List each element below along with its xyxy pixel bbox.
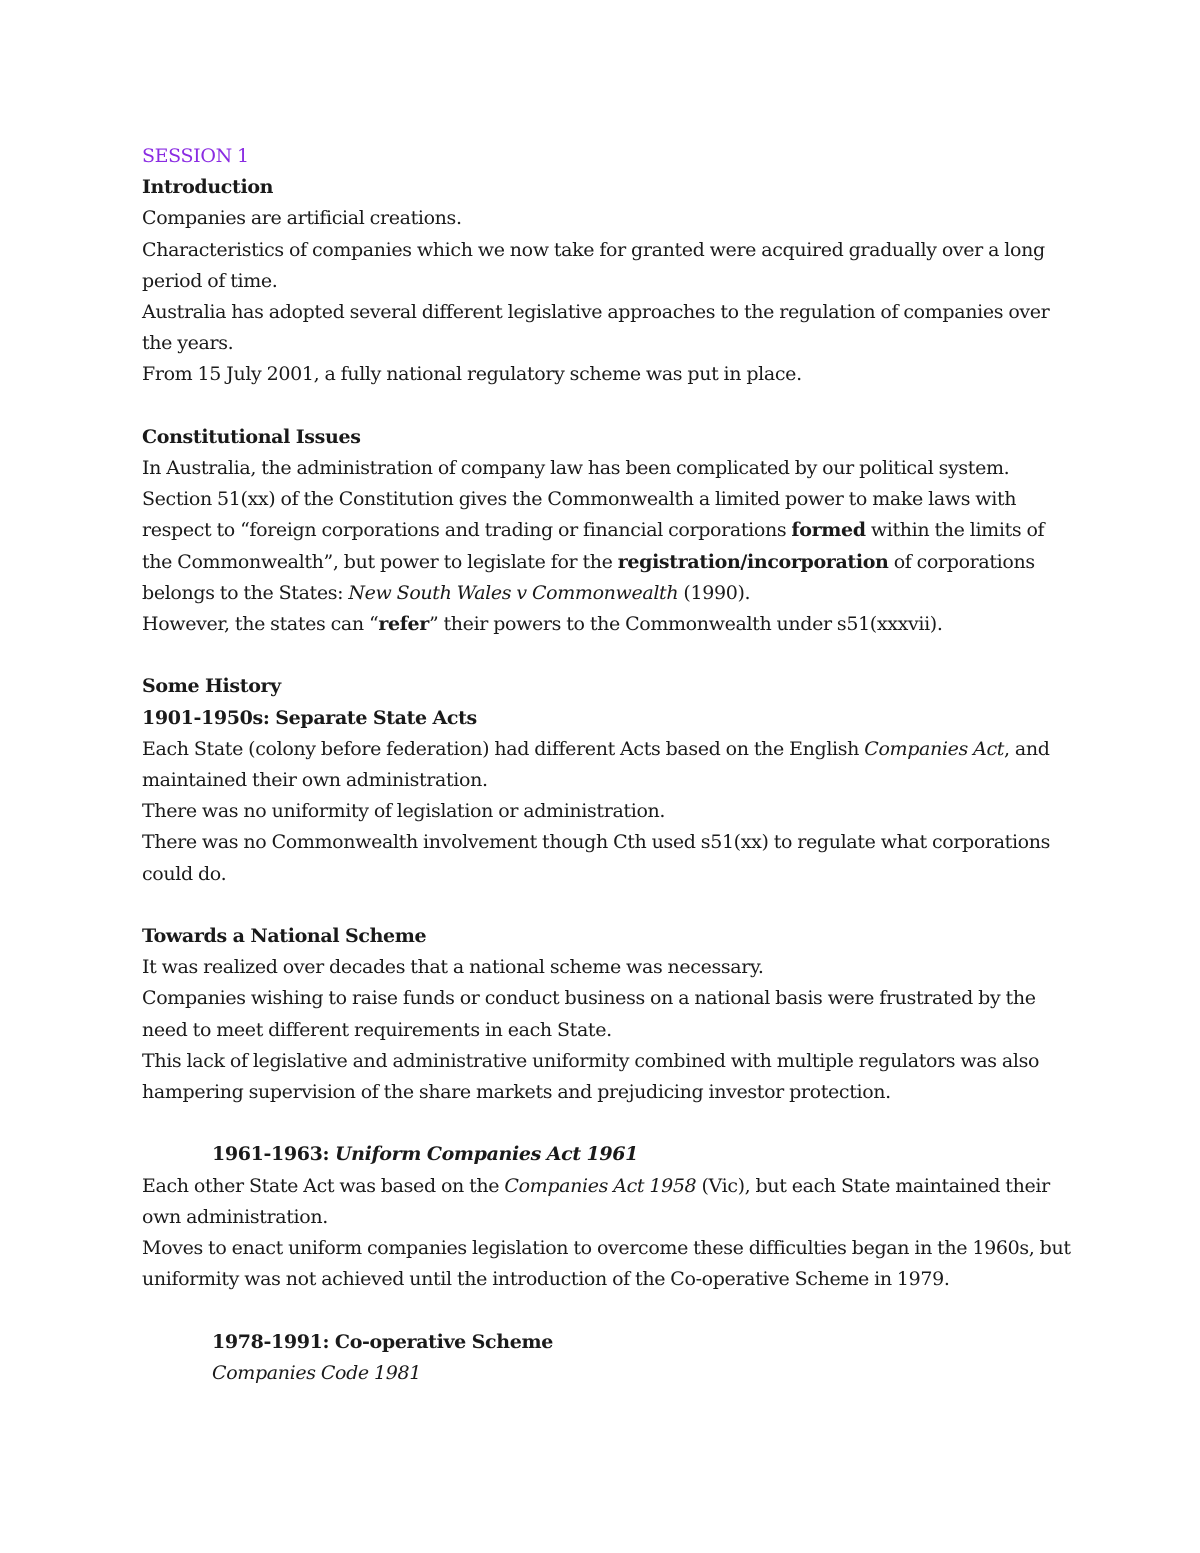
intro-paragraph-1: Companies are artificial creations. [142, 207, 462, 230]
text-segment: (1990). [678, 581, 751, 604]
document-page [142, 141, 1072, 1389]
spacer [142, 1108, 1072, 1139]
case-citation: New South Wales v Commonwealth [348, 581, 679, 604]
text-segment: , and maintained their own administration. [142, 737, 1050, 792]
intro-paragraph-3: Australia has adopted several different legislative approaches to the regulation of companies over the years. [142, 301, 1050, 355]
text-segment: Each State (colony before federation) had different Acts based on the English [142, 737, 865, 760]
history-subheading: 1901-1950s: Separate State Acts [142, 706, 477, 729]
history-heading: Some History [142, 675, 281, 698]
history-paragraph-1 [142, 734, 1072, 796]
cooperative-scheme-heading: 1978-1991: Co-operative Scheme [212, 1330, 553, 1353]
emphasis-registration: registration/incorporation [617, 550, 889, 573]
spacer [142, 890, 1072, 921]
act-title: Companies Act 1958 [504, 1174, 697, 1197]
spacer [142, 1295, 1072, 1326]
emphasis-refer: refer [378, 613, 429, 636]
constitutional-paragraph-1: In Australia, the administration of company law has been complicated by our political system. [142, 457, 1010, 480]
history-paragraph-3: There was no Commonwealth involvement though Cth used s51(xx) to regulate what corporations could do. [142, 831, 1051, 885]
history-paragraph-2: There was no uniformity of legislation or administration. [142, 800, 666, 823]
national-scheme-heading: Towards a National Scheme [142, 925, 427, 948]
national-paragraph-3: This lack of legislative and administrative uniformity combined with multiple regulators was also hampering supervision of the share markets and prejudicing investor protection. [142, 1049, 1040, 1104]
text-segment: (Vic), but each State maintained their own administration. [142, 1174, 1050, 1228]
text-segment: Each other State Act was based on the [142, 1174, 505, 1197]
text-segment: within the limits of the Commonwealth”, but power to legislate for the [142, 519, 1045, 573]
text-segment: Section 51(xx) of the Constitution gives the Commonwealth a limited power to make laws with respect to “foreign corporations and trading or financial corporations [142, 488, 1017, 542]
text-segment: of corporations belongs to the States: [142, 550, 1035, 604]
act-title: Companies Act [864, 737, 1005, 760]
constitutional-paragraph-3 [142, 609, 1072, 640]
spacer [142, 640, 1072, 671]
uniform-paragraph-2: Moves to enact uniform companies legislation to overcome these difficulties began in the 1960s, but uniformity was not achieved until the introduction of the Co-operative Scheme in 1979. [142, 1237, 1071, 1291]
heading-years: 1961-1963: [212, 1143, 335, 1166]
text-segment: However, the states can “ [142, 613, 379, 636]
session-title: SESSION 1 [142, 145, 249, 167]
spacer [142, 391, 1072, 422]
national-paragraph-1: It was realized over decades that a national scheme was necessary. [142, 956, 764, 979]
intro-paragraph-4: From 15 July 2001, a fully national regulatory scheme was put in place. [142, 363, 802, 386]
intro-paragraph-2: Characteristics of companies which we now take for granted were acquired gradually over a long period of time. [142, 238, 1045, 292]
uniform-act-heading [142, 1139, 1072, 1170]
emphasis-formed: formed [791, 519, 866, 542]
uniform-paragraph-1 [142, 1171, 1072, 1233]
text-segment: ” their powers to the Commonwealth under s51(xxxvii). [428, 613, 943, 636]
constitutional-paragraph-2 [142, 484, 1072, 609]
constitutional-heading: Constitutional Issues [142, 425, 361, 448]
companies-code-title: Companies Code 1981 [212, 1361, 421, 1384]
introduction-heading: Introduction [142, 176, 274, 199]
act-title: Uniform Companies Act 1961 [334, 1143, 639, 1166]
national-paragraph-2: Companies wishing to raise funds or conduct business on a national basis were frustrated by the need to meet different requirements in each State. [142, 987, 1036, 1041]
